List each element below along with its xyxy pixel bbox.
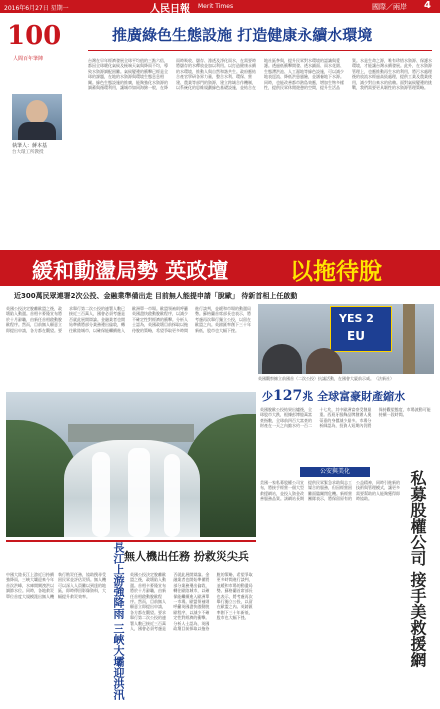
drone-headline: 無人機出任務 扮救災尖兵 (124, 550, 249, 563)
section-label: 國際／兩岸 (372, 3, 407, 11)
protest-sign (330, 306, 392, 352)
century-badge (5, 15, 75, 65)
brexit-subhead: 近300萬民眾連署2次公投、金融業準備出走 目前無人能提申請「脫歐」 待新首相上任啟動 (14, 292, 298, 300)
sign-text-1: YES 2 (339, 312, 374, 325)
author-photo (12, 94, 62, 140)
wealth-headline-pre: 少 (262, 390, 273, 403)
badge-number: 100 (7, 21, 62, 51)
page-number: 4 (424, 0, 431, 11)
wealth-headline-post: 兆 全球富豪財產縮水 (302, 390, 406, 403)
brexit-body: 英國公投決定脫離歐盟之後，政壇陷入動盪。首相卡麥隆宣布將於十月辭職，由新任首相啟動脫歐程序。然而，目前無人願意立即提出申請，各方都在觀望。要求舉行第二次公投的連署人數已接近三百萬人，國會必須考慮是否就此展開辯論。金融業者也開始準備將部分業務遷出倫敦，轉往歐陸城市，以確保能繼續進入歐洲單一市場。歐盟領袖則呼籲英國盡快啟動脫歐程序，以減少不確定性對經濟的衝擊。分析人士認為，英國政壇目前採取以拖待脫的策略，希望爭取更多時間進行談判，並緩和市場的動盪局勢。蘇格蘭首席部長也表示，將考慮再次舉行獨立公投，以留在歐盟之內。英鎊匯率創下三十年新低，股市也大幅下挫。 (6, 306, 251, 333)
sidebar-headline: 私募股權公司 接手美救援網 (408, 470, 427, 668)
issue-date: 2016年6月27日 星期一 (4, 5, 69, 12)
sign-text-2: EU (347, 329, 365, 343)
dam-photo (6, 392, 256, 537)
wealth-headline (262, 388, 405, 404)
column-rule (88, 50, 432, 51)
dam-body-right: 英國公投決定脫離歐盟之後，政壇陷入動盪。首相卡麥隆宣布將於十月辭職，由新任首相啟動脫歐程序。然而，目前無人願意立即提出申請，各方都在觀望。要求舉行第二次公投的連署人數已接近三百萬人，國會必須考慮是否就此展開辯論。金融業者也開始準備將部分業務遷出倫敦，轉往歐陸城市，以確保能繼續進入歐洲單一市場。歐盟領袖則呼籲英國盡快啟動脫歐程序，以減少不確定性對經濟的衝擊。分析人士認為，英國政壇目前採取以拖待脫的策略，希望爭取更多時間進行談判，並緩和市場的動盪局勢。蘇格蘭首席部長也表示，將考慮再次舉行獨立公投，以留在歐盟之內。英鎊匯率創下三十年新低，股市也大幅下挫。 (130, 572, 253, 632)
column-body: 台灣在早年經濟發展全球平均值的三點六倍，都因全球暖化氣候及極端天氣與降雨不均，導致水資源調配困難。氣候變遷的衝擊已經是全球的課題，在地的水資源與環境生態息息相關。綠色生態設施的推廣，能夠強化水資源的調蓄與循環利用，讓城市如同海綿一般，在降雨時吸收、儲存、滲透及淨化雨水，在需要時將儲存的水釋放並加以利用。以打造健康永續的水環境，推動人與自然和諧共生。政府應結合產官學研各界力量，整合水利、環保、營建、農業等部門的資源，建立跨域合作機制，以系統化的思維規劃綠色基礎設施，並結合在地社區參與，提升民眾對水環境的認識與愛護。透過低衝擊開發、透水鋪面、雨水花園、生態滯洪池、人工濕地等綠色設施，可以減少地表逕流、降低洪患風險，並涵養地下水源。同時，也能改善都市熱島效應，增加生物多樣性，提供民眾休閒遊憩的空間，提升生活品質。水是生命之源，唯有珍惜水資源、保護水環境，才能讓台灣永續發展。此外，在水資源管理上，也應推動再生水的利用，將污水處理後的放流水經過高級處理，提供工業及農業使用，減少對自來水的依賴。面對氣候變遷的挑戰，我們需要更具韌性的水資源管理策略。 (88, 58, 432, 91)
column-headline: 推廣綠色生態設施 打造健康永續水環境 (112, 26, 373, 44)
brexit-photo-caption: 英國觀察擁立前國首（二次公投）抗議活動，在國會大廈前示威。（法新社） (258, 376, 394, 381)
author-line: 執筆人：蔣本基 (12, 143, 48, 149)
newspaper-logo: 人民日報 (150, 4, 190, 15)
newspaper-logo-en: Merit Times (198, 3, 234, 10)
drone-headline-band (6, 540, 256, 570)
brexit-headline: 緩和動盪局勢 英政壇 (32, 258, 229, 283)
sidebar-body: 美國一家私募股權公司宣布，將接手經營一個大型救援網站，並投入資金改善服務品質。該網站長期提供民眾緊急求助與志工媒合的服務，但因經營困難面臨關閉危機。新經營團隊表示，將保留原有的公益精神，同時引進新的技術與管理模式，讓更多需要幫助的人能夠獲得即時協助。 (260, 480, 400, 502)
brexit-photo (258, 304, 434, 374)
dam-body-left: 中國大陸長江上游近日持續強降雨，三峽大壩迎來今年首次洪峰，水庫開閘洩洪以調節水位。同時，各地救災單位首度大規模派出無人機執行勘災任務，協助搜尋受困民眾並評估災情。無人機可以深入人員難以到達的地區，即時傳回影像資料，大幅提升救災效率。 (6, 572, 106, 599)
brexit-headline-highlight: 以拖待脫 (290, 258, 382, 285)
wealth-body: 英國脫歐公投結果出爐後，全球股市大跌，根據彭博億萬富豪指數，全球前四百大富豪的財產在一天之內縮水約一百二十七兆，其中歐洲富豪受創最重。西班牙服飾品牌創辦人奧蒂嘉的身價減少最多。市場分析師認為，投資人短期內仍將保持觀望態度，市場波動可能持續一段時間。 (260, 407, 431, 429)
badge-caption: 人間百年筆陣 (13, 56, 44, 62)
masthead-bar (0, 0, 440, 13)
dam-headline: 長江上游強降雨 三峽大壩迎洪汛 (112, 542, 125, 700)
sidebar-tag: 公安與美化 (300, 467, 370, 477)
author-title: 台大環工所教授 (12, 150, 44, 155)
wealth-headline-number: 127 (273, 388, 303, 404)
